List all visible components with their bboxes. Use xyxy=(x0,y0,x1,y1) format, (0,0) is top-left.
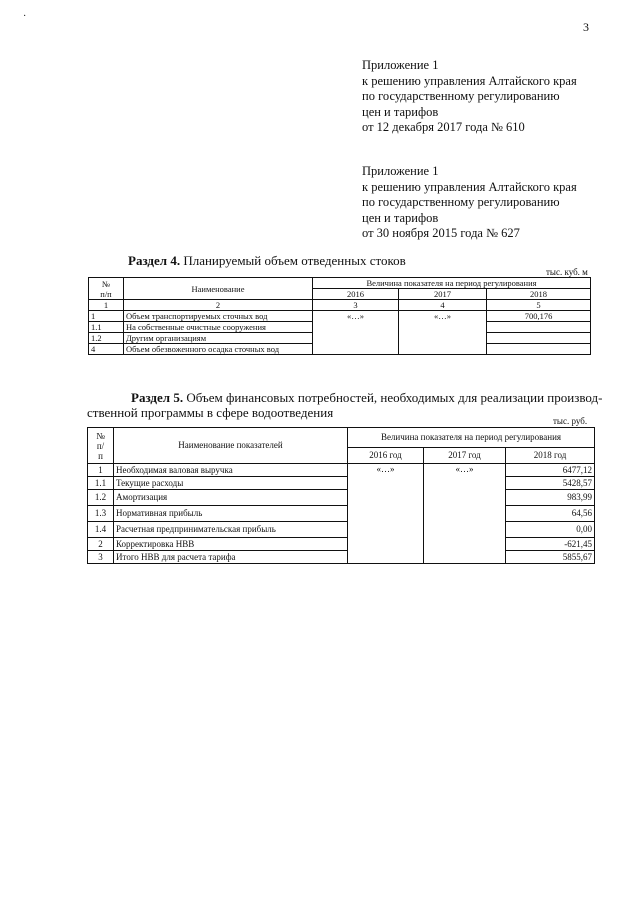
table-header-row xyxy=(88,428,595,448)
table-header-row xyxy=(89,278,591,289)
section4-title-text: Планируемый объем отведенных стоков xyxy=(180,253,406,268)
row-name: Расчетная предпринимательская прибыль xyxy=(114,522,348,538)
table-row xyxy=(89,311,591,322)
appendix-original xyxy=(362,164,577,242)
appendix-line: Приложение 1 xyxy=(362,164,439,178)
appendix-line: по государственному регулированию xyxy=(362,89,560,103)
row-name: Корректировка НВВ xyxy=(114,538,348,551)
value-2017: «…» xyxy=(424,464,506,564)
index-cell: 1 xyxy=(89,300,124,311)
section5-title-line2: ственной программы в сфере водоотведения xyxy=(87,405,334,420)
header-year-2018: 2018 xyxy=(487,289,591,300)
section5-title-bold: Раздел 5. xyxy=(131,390,184,405)
header-year-2017: 2017 год xyxy=(424,448,506,464)
row-num: 3 xyxy=(88,551,114,564)
table-row xyxy=(88,477,595,490)
appendix-line: Приложение 1 xyxy=(362,58,439,72)
value-2018: 983,99 xyxy=(506,490,595,506)
section5-table xyxy=(87,427,595,564)
table-index-row xyxy=(89,300,591,311)
row-num: 1 xyxy=(89,311,124,322)
header-num: № п/п xyxy=(89,278,124,300)
row-num: 1.1 xyxy=(89,322,124,333)
appendix-line: от 30 ноября 2015 года № 627 xyxy=(362,226,520,240)
value-2018 xyxy=(487,333,591,344)
section4-title-bold: Раздел 4. xyxy=(128,253,181,268)
table-row xyxy=(88,506,595,522)
appendix-line: от 12 декабря 2017 года № 610 xyxy=(362,120,525,134)
row-num: 1.3 xyxy=(88,506,114,522)
value-2018: 64,56 xyxy=(506,506,595,522)
row-name: Объем транспортируемых сточных вод xyxy=(124,311,313,322)
row-name: Итого НВВ для расчета тарифа xyxy=(114,551,348,564)
appendix-current xyxy=(362,58,577,136)
header-group: Величина показателя на период регулирования xyxy=(313,278,591,289)
header-year-2016: 2016 xyxy=(313,289,399,300)
header-year-2018: 2018 год xyxy=(506,448,595,464)
row-name: Нормативная прибыль xyxy=(114,506,348,522)
row-name: Текущие расходы xyxy=(114,477,348,490)
section4-table xyxy=(88,277,591,355)
row-name: Объем обезвоженного осадка сточных вод xyxy=(124,344,313,355)
value-2017: «…» xyxy=(399,311,487,355)
value-2018 xyxy=(487,344,591,355)
appendix-line: к решению управления Алтайского края xyxy=(362,73,577,88)
table-row xyxy=(88,522,595,538)
value-2018: 5428,57 xyxy=(506,477,595,490)
header-group: Величина показателя на период регулирования xyxy=(348,428,595,448)
value-2016: «…» xyxy=(313,311,399,355)
row-num: 1.2 xyxy=(89,333,124,344)
index-cell: 4 xyxy=(399,300,487,311)
row-name: На собственные очистные сооружения xyxy=(124,322,313,333)
row-name: Амортизация xyxy=(114,490,348,506)
section5-unit: тыс. руб. xyxy=(553,416,588,426)
appendix-line: цен и тарифов xyxy=(362,104,439,119)
value-2018: 0,00 xyxy=(506,522,595,538)
table-row xyxy=(88,538,595,551)
appendix-line: по государственному регулированию xyxy=(362,195,560,209)
value-2018: 6477,12 xyxy=(506,464,595,477)
section4-title xyxy=(128,253,406,268)
section4-unit: тыс. куб. м xyxy=(546,267,588,277)
header-num: № п/ п xyxy=(88,428,114,464)
value-2016: «…» xyxy=(348,464,424,564)
row-num: 4 xyxy=(89,344,124,355)
table-row xyxy=(88,490,595,506)
index-cell: 2 xyxy=(124,300,313,311)
appendix-line: к решению управления Алтайского края xyxy=(362,179,577,194)
row-name: Необходимая валовая выручка xyxy=(114,464,348,477)
value-2018: 700,176 xyxy=(487,311,591,322)
section5-title xyxy=(87,390,603,420)
value-2018: -621,45 xyxy=(506,538,595,551)
value-2018 xyxy=(487,322,591,333)
row-num: 2 xyxy=(88,538,114,551)
table-row xyxy=(88,551,595,564)
header-name: Наименование xyxy=(124,278,313,300)
row-num: 1.1 xyxy=(88,477,114,490)
corner-mark: · xyxy=(23,11,27,22)
header-year-2016: 2016 год xyxy=(348,448,424,464)
header-name: Наименование показателей xyxy=(114,428,348,464)
section5-title-text: Объем финансовых потребностей, необходимых для реализации производ- xyxy=(183,390,603,405)
table-row xyxy=(88,464,595,477)
row-name: Другим организациям xyxy=(124,333,313,344)
index-cell: 3 xyxy=(313,300,399,311)
row-num: 1.4 xyxy=(88,522,114,538)
index-cell: 5 xyxy=(487,300,591,311)
row-num: 1 xyxy=(88,464,114,477)
appendix-line: цен и тарифов xyxy=(362,210,439,225)
header-year-2017: 2017 xyxy=(399,289,487,300)
row-num: 1.2 xyxy=(88,490,114,506)
page-number: 3 xyxy=(583,20,589,34)
value-2018: 5855,67 xyxy=(506,551,595,564)
